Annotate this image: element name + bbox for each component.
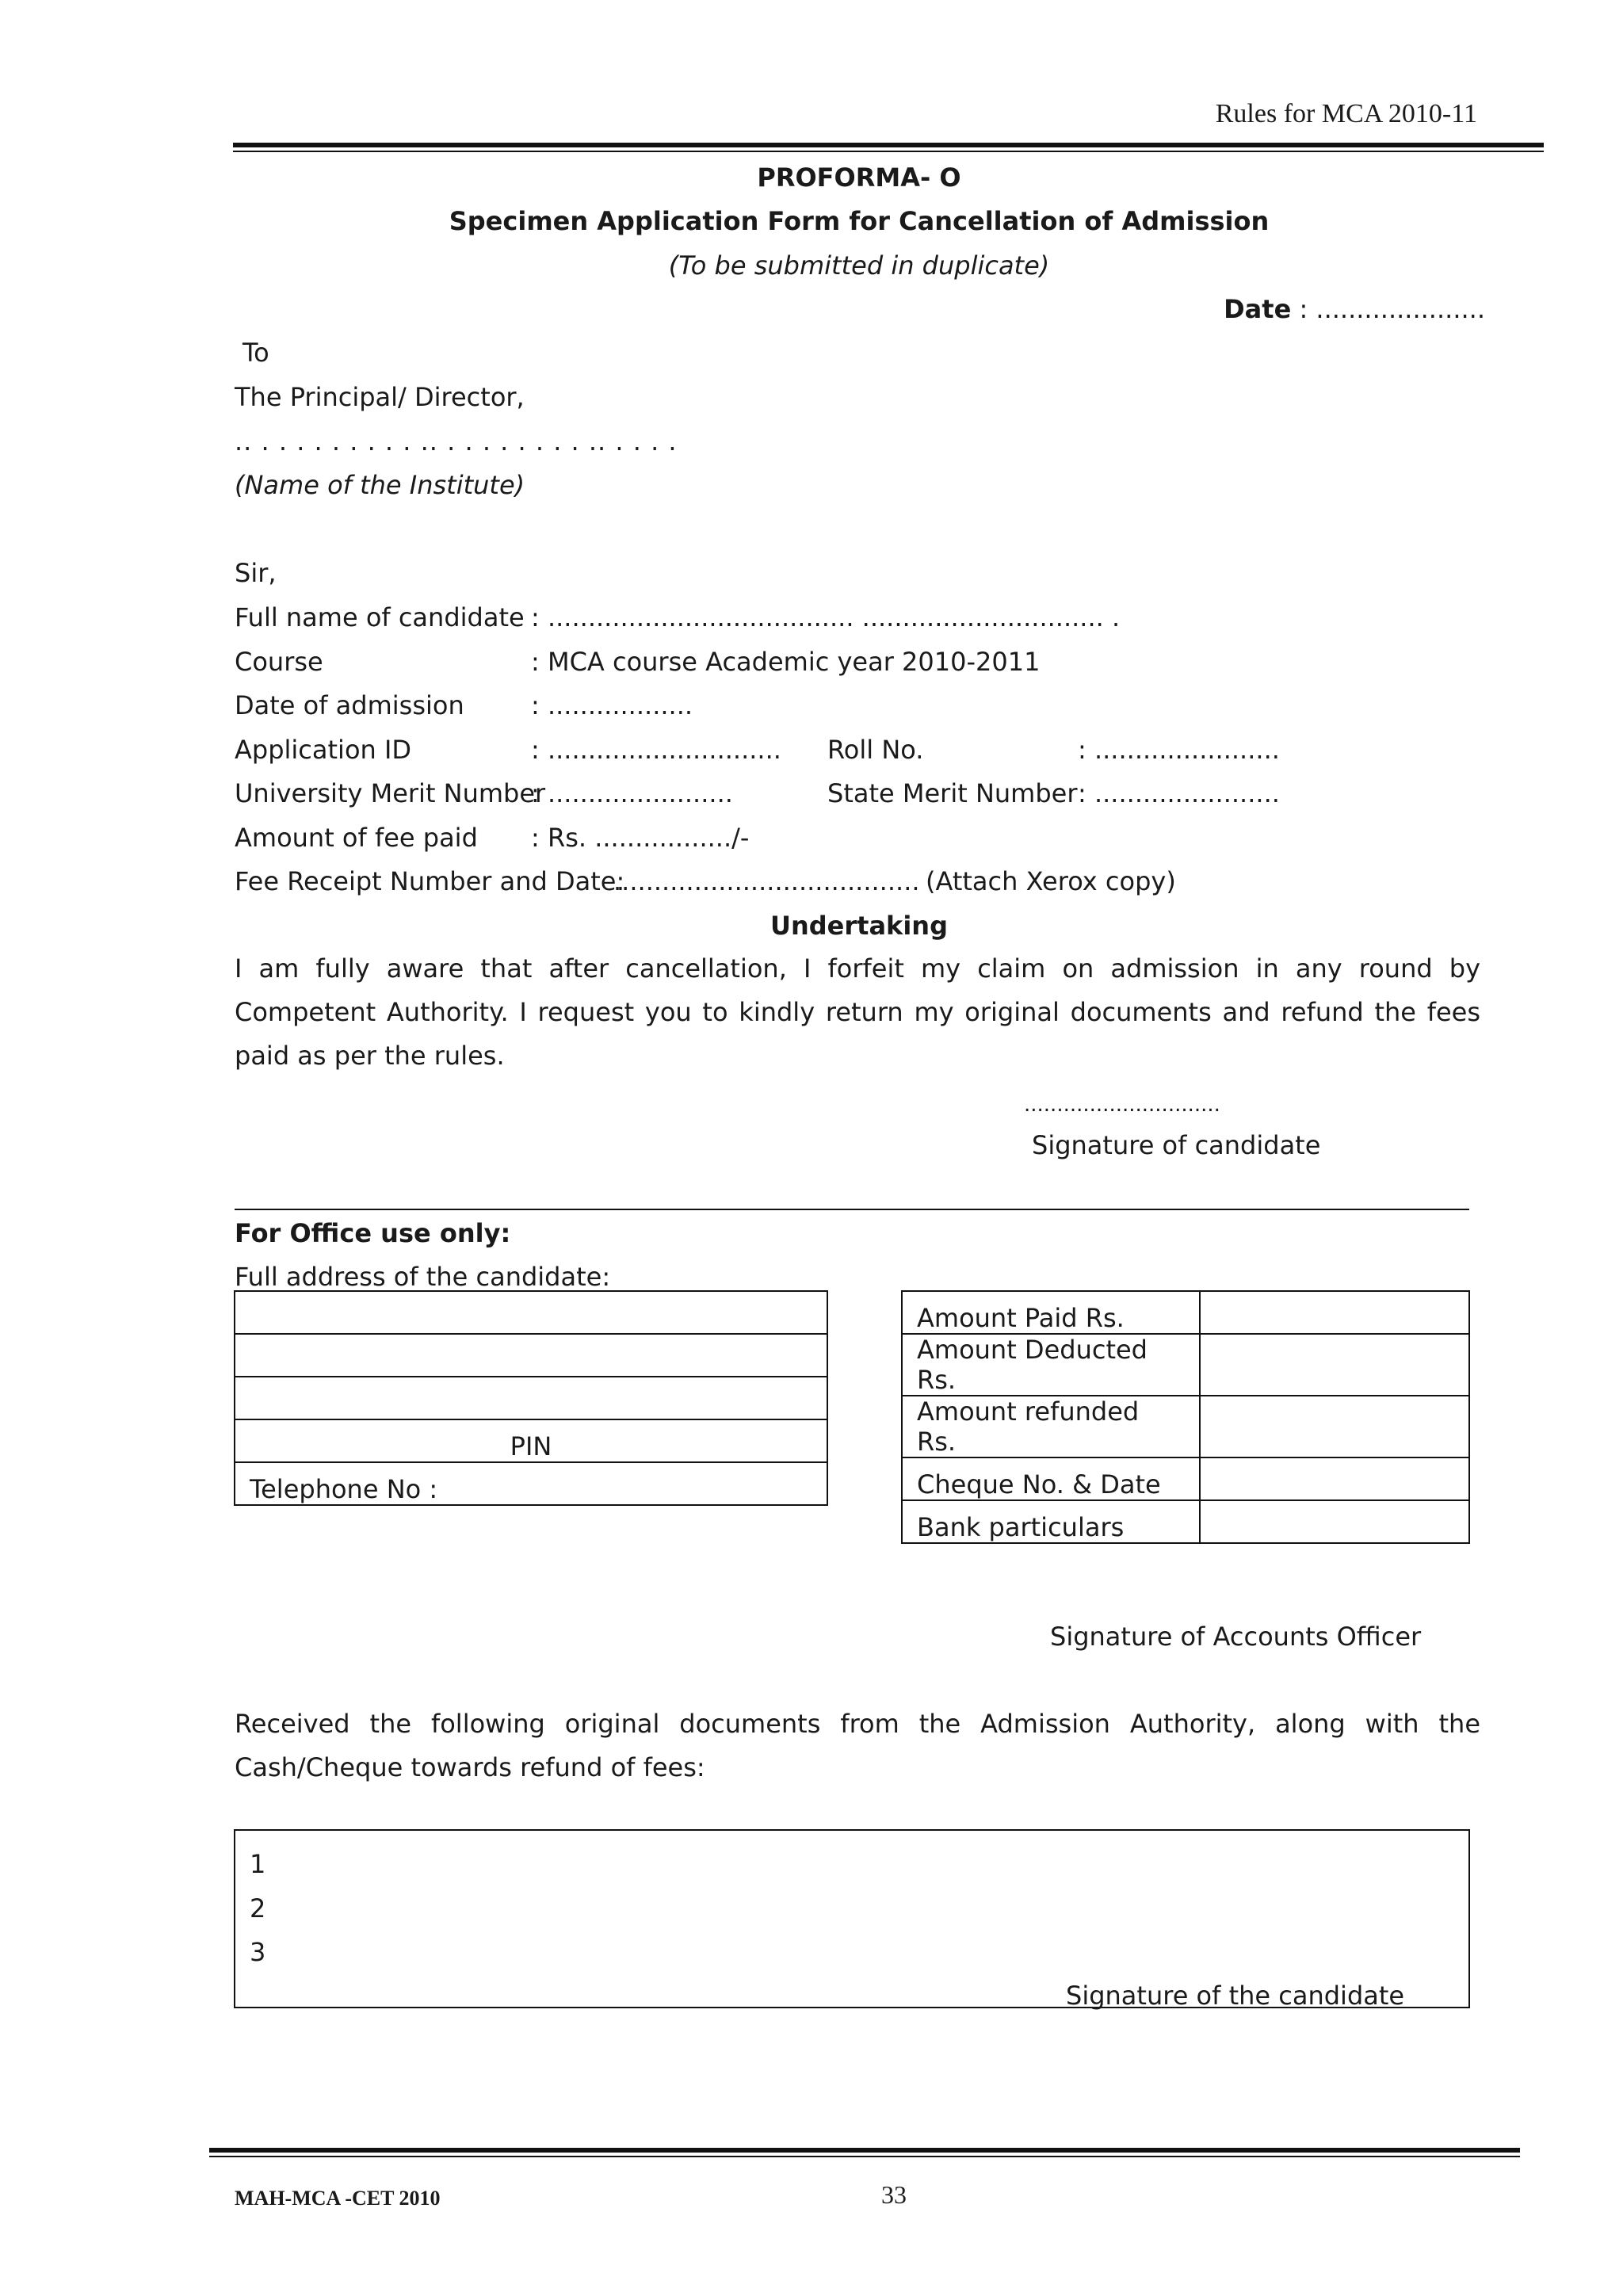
accounts-value <box>1200 1334 1469 1396</box>
address-row <box>235 1334 827 1377</box>
institute-hint: (Name of the Institute) <box>235 470 525 500</box>
header-rule-thin <box>233 151 1544 152</box>
fee-receipt-value: ...................................... <box>613 866 920 896</box>
application-id-label: Application ID <box>235 735 412 765</box>
course-label: Course <box>235 647 323 677</box>
address-row <box>235 1377 827 1419</box>
document-item-3: 3 <box>250 1937 266 1967</box>
accounts-officer-signature: Signature of Accounts Officer <box>1050 1622 1422 1652</box>
university-merit-value: : ....................... <box>531 778 733 808</box>
full-name-label: Full name of candidate <box>235 602 525 632</box>
documents-box <box>234 1829 1470 2011</box>
admission-date-label: Date of admission <box>235 690 464 720</box>
course-value: : MCA course Academic year 2010-2011 <box>531 647 1041 677</box>
state-merit-label: State Merit Number <box>827 778 1078 808</box>
accounts-value <box>1200 1291 1469 1334</box>
office-heading: For Office use only: <box>235 1218 511 1248</box>
application-id-value: : ............................. <box>531 735 781 765</box>
fee-receipt-label: Fee Receipt Number and Date: <box>235 866 625 896</box>
accounts-value <box>1200 1396 1469 1457</box>
date-value: : ..................... <box>1299 294 1485 324</box>
footer-rule <box>209 2148 1520 2153</box>
address-cell <box>235 1291 827 1334</box>
telephone-cell: Telephone No : <box>235 1462 827 1505</box>
roll-no-value: : ....................... <box>1078 735 1280 765</box>
undertaking-heading: Undertaking <box>770 911 948 941</box>
candidate-signature-label: Signature of candidate <box>1032 1130 1321 1160</box>
form-title: Specimen Application Form for Cancellation of Admission <box>449 206 1270 236</box>
accounts-label: Amount Paid Rs. <box>902 1291 1200 1334</box>
running-header: Rules for MCA 2010-11 <box>1215 99 1477 128</box>
accounts-row <box>902 1500 1469 1543</box>
institute-dots: .. . . . . . . . . . .. . . . . . . . . .. . . . . <box>235 426 678 457</box>
to-line: To <box>242 338 269 368</box>
footer-left: MAH-MCA -CET 2010 <box>235 2187 441 2210</box>
accounts-label: Amount refunded Rs. <box>902 1396 1200 1457</box>
accounts-table <box>901 1290 1470 1544</box>
pin-cell: PIN <box>235 1419 827 1462</box>
address-table <box>234 1290 828 1506</box>
accounts-row <box>902 1291 1469 1334</box>
address-cell <box>235 1334 827 1377</box>
page-number: 33 <box>881 2180 907 2209</box>
address-row <box>235 1419 827 1462</box>
accounts-value <box>1200 1457 1469 1500</box>
fee-paid-label: Amount of fee paid <box>235 823 478 853</box>
accounts-row <box>902 1396 1469 1457</box>
office-divider <box>235 1209 1469 1210</box>
received-text: Received the following original documents from the Admission Authority, along with the Cash/Cheque towards refund of fees: <box>235 1709 1480 1782</box>
university-merit-label: University Merit Number <box>235 778 546 808</box>
address-cell <box>235 1377 827 1419</box>
accounts-value <box>1200 1500 1469 1543</box>
address-row <box>235 1291 827 1334</box>
fee-paid-value: : Rs. ................./- <box>531 823 750 853</box>
admission-date-value: : .................. <box>531 690 693 720</box>
document-item-1: 1 <box>250 1849 266 1879</box>
state-merit-value: : ....................... <box>1078 778 1280 808</box>
address-row <box>235 1462 827 1505</box>
accounts-label: Cheque No. & Date <box>902 1457 1200 1500</box>
date-label: Date <box>1224 294 1292 324</box>
recipient-line: The Principal/ Director, <box>235 382 525 412</box>
header-rule <box>233 143 1544 147</box>
accounts-label: Bank particulars <box>902 1500 1200 1543</box>
undertaking-text: I am fully aware that after cancellation, I forfeit my claim on admission in any round by Competent Authority. I request you to kindly return my original documents and refund the fees paid as per the rules. <box>235 953 1480 1071</box>
full-name-value: : ...................................... .............................. . <box>531 602 1121 632</box>
accounts-row <box>902 1457 1469 1500</box>
roll-no-label: Roll No. <box>827 735 924 765</box>
received-signature: Signature of the candidate <box>1066 1981 1405 2011</box>
date-line <box>1224 293 1485 325</box>
document-item-2: 2 <box>250 1893 266 1924</box>
form-subtitle: (To be submitted in duplicate) <box>668 250 1050 281</box>
address-label: Full address of the candidate: <box>235 1262 611 1292</box>
candidate-signature-dots: .............................. <box>1024 1093 1220 1117</box>
footer-rule-thin <box>209 2156 1520 2157</box>
fee-receipt-note: (Attach Xerox copy) <box>926 866 1176 896</box>
proforma-title: PROFORMA- O <box>757 162 961 193</box>
salutation: Sir, <box>235 558 277 588</box>
accounts-row <box>902 1334 1469 1396</box>
accounts-label: Amount Deducted Rs. <box>902 1334 1200 1396</box>
